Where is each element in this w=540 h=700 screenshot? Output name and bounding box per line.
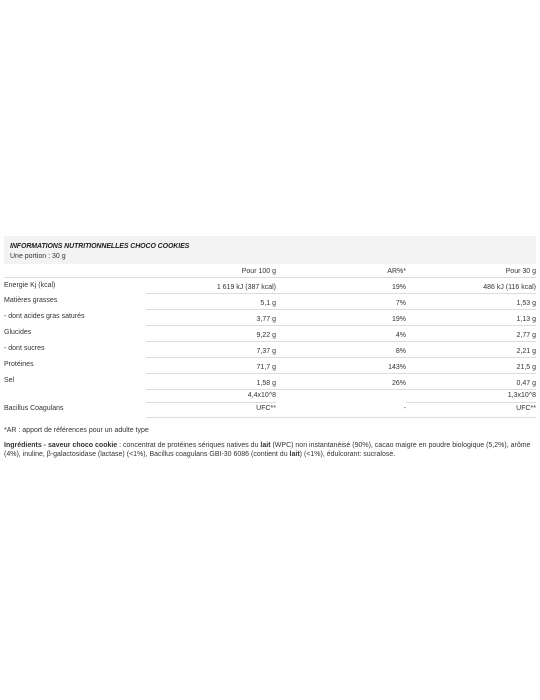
row-per100: 7,37 g [146, 341, 276, 357]
bacillus-per100-unit: UFC** [146, 402, 276, 414]
row-per100: 3,77 g [146, 309, 276, 325]
row-per30: 1,53 g [406, 293, 536, 309]
header-ar: AR%* [276, 264, 406, 277]
header-label [4, 264, 146, 277]
row-ar: 8% [276, 341, 406, 357]
table-row-bacillus [4, 389, 536, 417]
table-row [4, 293, 536, 309]
allergen-lait: lait [260, 442, 271, 449]
table-row [4, 341, 536, 357]
row-ar: 143% [276, 357, 406, 373]
row-per100: 9,22 g [146, 325, 276, 341]
bacillus-per30-value: 1,3x10^8 [507, 391, 536, 399]
row-ar: 7% [276, 293, 406, 309]
row-ar: 26% [276, 373, 406, 389]
ingredients-lead: Ingrédients - saveur choco cookie [4, 442, 118, 449]
row-per100: 1 619 kJ (387 kcal) [146, 277, 276, 293]
row-label: Glucides [4, 329, 32, 336]
row-per100: 1,58 g [146, 373, 276, 389]
table-row [4, 325, 536, 341]
row-per100: 71,7 g [146, 357, 276, 373]
row-per100 [146, 389, 276, 417]
row-label: Sel [4, 377, 15, 384]
row-ar: 19% [276, 309, 406, 325]
table-row [4, 309, 536, 325]
row-label: Bacillus Coagulans [4, 405, 64, 412]
panel-title: INFORMATIONS NUTRITIONNELLES CHOCO COOKIES [10, 243, 190, 250]
row-per100: 5,1 g [146, 293, 276, 309]
bacillus-per30-unit: UFC** [406, 402, 536, 414]
row-ar: 19% [276, 277, 406, 293]
row-per30: 2,77 g [406, 325, 536, 341]
row-per30 [406, 389, 536, 417]
row-ar: 4% [276, 325, 406, 341]
ar-footnote: *AR : apport de références pour un adulte type [4, 427, 149, 434]
ingredients-part3: ) (<1%), édulcorant: sucralose. [299, 451, 396, 458]
ingredients-text [4, 441, 536, 459]
row-per30: 0,47 g [406, 373, 536, 389]
table-row [4, 357, 536, 373]
table-row [4, 277, 536, 293]
table-row [4, 373, 536, 389]
header-per30: Pour 30 g [406, 264, 536, 277]
nutrition-table [4, 264, 536, 418]
row-ar: - [276, 389, 406, 417]
portion-size: Une portion : 30 g [10, 253, 66, 260]
header-per100: Pour 100 g [146, 264, 276, 277]
row-per30: 1,13 g [406, 309, 536, 325]
row-label: - dont sucres [4, 345, 45, 352]
panel-header [4, 236, 536, 264]
row-label: Energie Kj (kcal) [4, 281, 56, 289]
row-per30: 486 kJ (116 kcal) [406, 277, 536, 293]
row-label: - dont acides gras saturés [4, 313, 85, 320]
row-per30: 21,5 g [406, 357, 536, 373]
table-header-row [4, 264, 536, 277]
nutrition-panel [4, 236, 536, 418]
allergen-lait: lait [289, 451, 300, 458]
bacillus-per100-value: 4,4x10^8 [247, 391, 276, 399]
row-label: Matières grasses [4, 297, 58, 304]
ingredients-part2: (WPC) non instantanéisé (90%), cacao maigre en poudre biologique (5,2%), arôme (4%), inuline, β-galactosidase (lactase) (<1%), Bacillus coagulans GBI-30 6086 (contient du [4, 442, 531, 458]
row-label: Protéines [4, 361, 34, 368]
ingredients-part1: : concentrat de protéines sériques natives du [117, 442, 261, 449]
row-per30: 2,21 g [406, 341, 536, 357]
